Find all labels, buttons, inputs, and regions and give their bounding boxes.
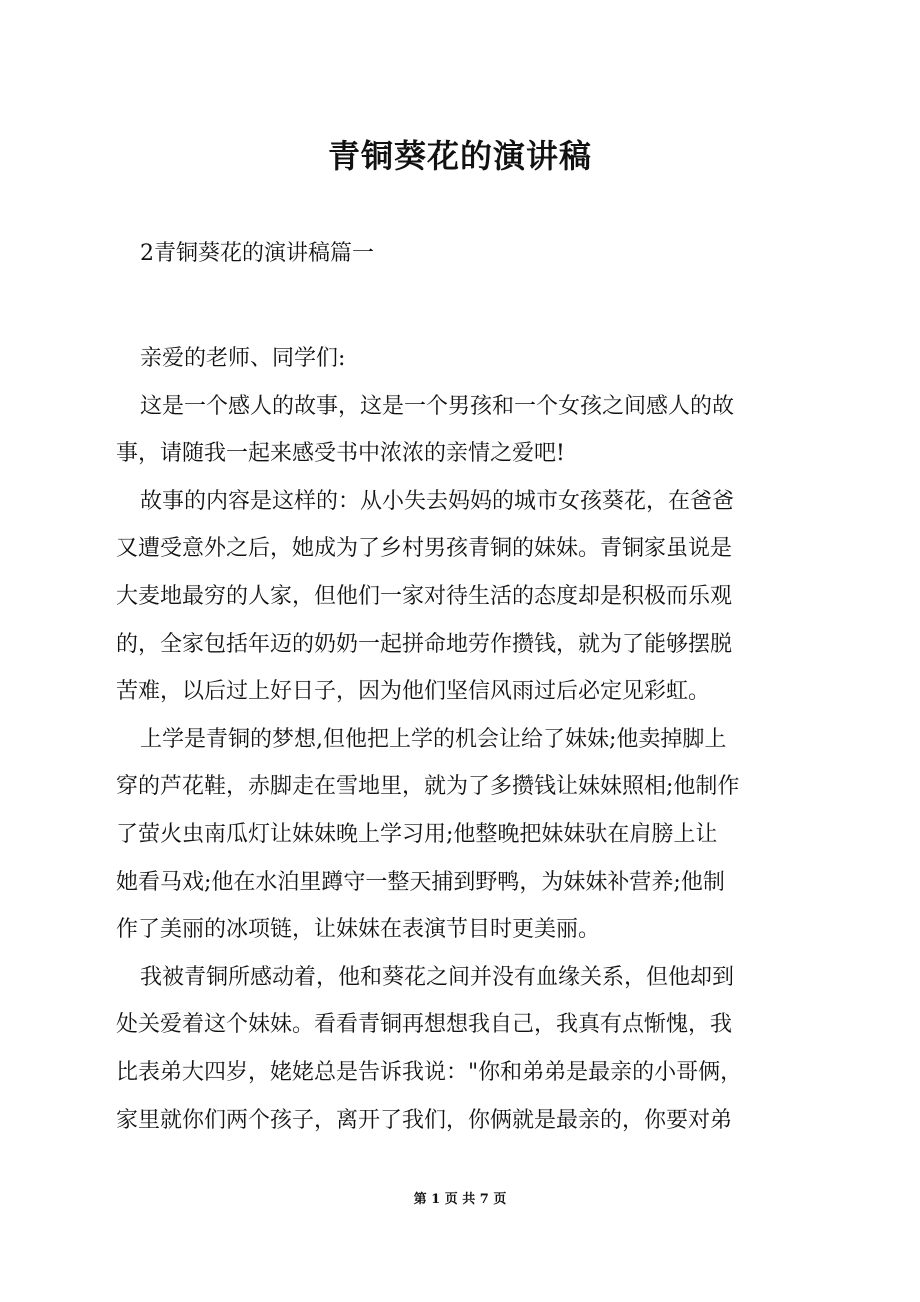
- paragraph-line: 又遭受意外之后，她成为了乡村男孩青铜的妹妹。青铜家虽说是: [116, 536, 733, 562]
- paragraph-line: 她看马戏;他在水泊里蹲守一整天捕到野鸭，为妹妹补营养;他制: [116, 869, 725, 895]
- paragraph-line: 故事的内容是这样的：从小失去妈妈的城市女孩葵花，在爸爸: [140, 488, 735, 514]
- section-heading: 2青铜葵花的演讲稿篇一: [140, 241, 374, 266]
- paragraph-line: 作了美丽的冰项链，让妹妹在表演节目时更美丽。: [116, 917, 601, 943]
- paragraph-line: 的，全家包括年迈的奶奶一起拼命地劳作攒钱，就为了能够摆脱: [116, 631, 733, 657]
- paragraph-line: 处关爱着这个妹妹。看看青铜再想想我自己，我真有点惭愧，我: [116, 1012, 733, 1038]
- paragraph-line: 事，请随我一起来感受书中浓浓的亲情之爱吧!: [116, 441, 565, 467]
- paragraph-line: 了萤火虫南瓜灯让妹妹晚上学习用;他整晚把妹妹驮在肩膀上让: [116, 821, 718, 847]
- paragraph-line: 家里就你们两个孩子，离开了我们，你俩就是最亲的，你要对弟: [116, 1107, 733, 1133]
- paragraph-line: 大麦地最穷的人家，但他们一家对待生活的态度却是积极而乐观: [116, 583, 733, 609]
- body-text: [116, 335, 806, 1144]
- paragraph-line: 这是一个感人的故事，这是一个男孩和一个女孩之间感人的故: [140, 393, 735, 419]
- paragraph-line: 我被青铜所感动着，他和葵花之间并没有血缘关系，但他却到: [140, 964, 735, 990]
- paragraph-line: 穿的芦花鞋，赤脚走在雪地里，就为了多攒钱让妹妹照相;他制作: [116, 774, 740, 800]
- document-title: 青铜葵花的演讲稿: [327, 137, 592, 175]
- paragraph-line: 亲爱的老师、同学们:: [140, 346, 346, 371]
- paragraph-line: 上学是青铜的梦想,但他把上学的机会让给了妹妹;他卖掉脚上: [140, 726, 727, 752]
- paragraph-line: 比表弟大四岁，姥姥总是告诉我说："你和弟弟是最亲的小哥俩，: [116, 1059, 743, 1085]
- paragraph-line: 苦难，以后过上好日子，因为他们坚信风雨过后必定见彩虹。: [116, 679, 711, 705]
- page-footer: 第 1 页 共 7 页: [413, 1192, 507, 1207]
